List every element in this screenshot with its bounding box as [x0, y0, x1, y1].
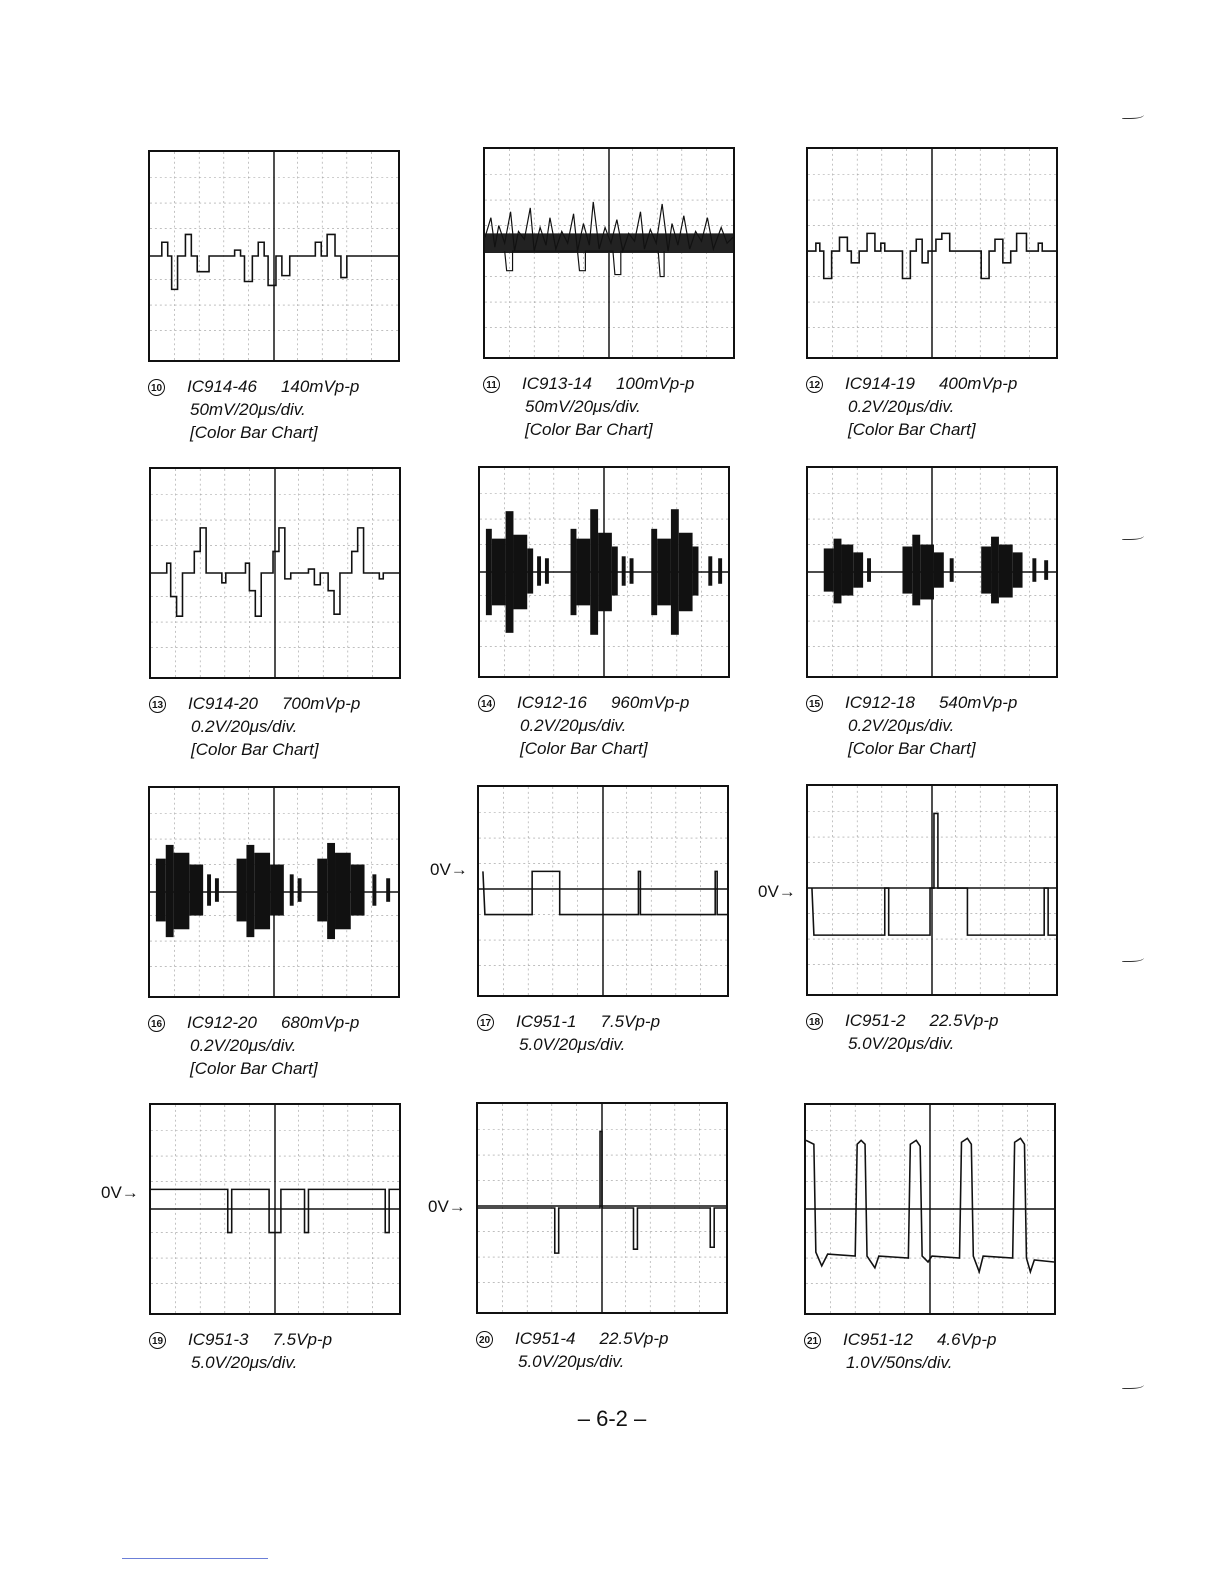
- amplitude-label: 4.6Vp-p: [936, 1330, 997, 1349]
- step-number-badge: 14: [478, 695, 495, 712]
- zero-volt-marker: 0V→: [758, 882, 796, 901]
- binding-mark: [1122, 112, 1144, 119]
- step-number-badge: 12: [806, 376, 823, 393]
- scope-screen: [476, 1102, 728, 1314]
- grid-trace: [479, 787, 727, 995]
- step-number-badge: 20: [476, 1331, 493, 1348]
- scale-label: 0.2V/20μs/div.: [191, 717, 298, 736]
- waveform-caption: [804, 1328, 1124, 1374]
- step-number-badge: 19: [149, 1332, 166, 1349]
- amplitude-label: 960mVp-p: [610, 693, 690, 712]
- waveform-14: [478, 466, 808, 776]
- signal-label: IC912-20: [187, 1013, 257, 1032]
- scale-label: 5.0V/20μs/div.: [848, 1034, 955, 1053]
- waveform-caption: [148, 1011, 468, 1080]
- scale-label: 0.2V/20μs/div.: [848, 716, 955, 735]
- waveform-caption: [149, 692, 469, 761]
- scope-screen: [148, 150, 400, 362]
- step-number-badge: 16: [148, 1015, 165, 1032]
- waveform-caption: [148, 375, 468, 444]
- note-label: [Color Bar Chart]: [190, 1059, 318, 1078]
- step-number-badge: 15: [806, 695, 823, 712]
- waveform-12: [806, 147, 1136, 457]
- signal-label: IC913-14: [522, 374, 592, 393]
- grid-trace: [151, 1105, 399, 1313]
- waveform-caption: [476, 1327, 796, 1373]
- waveform-caption: [806, 372, 1126, 441]
- signal-label: IC951-2: [845, 1011, 906, 1030]
- signal-label: IC914-19: [845, 374, 915, 393]
- grid-trace: [150, 152, 398, 360]
- zero-volt-marker: 0V→: [430, 860, 468, 879]
- note-label: [Color Bar Chart]: [190, 423, 318, 442]
- grid-trace: [478, 1104, 726, 1312]
- scope-screen: [478, 466, 730, 678]
- waveform-caption: [477, 1010, 797, 1056]
- scale-label: 0.2V/20μs/div.: [848, 397, 955, 416]
- amplitude-label: 680mVp-p: [280, 1013, 360, 1032]
- scope-screen: [806, 784, 1058, 996]
- step-number-badge: 13: [149, 696, 166, 713]
- amplitude-label: 700mVp-p: [281, 694, 361, 713]
- grid-trace: [151, 469, 399, 677]
- waveform-caption: [806, 1009, 1126, 1055]
- waveform-caption: [806, 691, 1126, 760]
- waveform-20: [476, 1102, 806, 1412]
- waveform-21: [804, 1103, 1134, 1413]
- scale-label: 5.0V/20μs/div.: [518, 1352, 625, 1371]
- signal-label: IC951-3: [188, 1330, 249, 1349]
- amplitude-label: 100mVp-p: [615, 374, 695, 393]
- step-number-badge: 17: [477, 1014, 494, 1031]
- grid-trace: [808, 149, 1056, 357]
- scope-screen: [149, 467, 401, 679]
- waveform-17: [477, 785, 807, 1095]
- step-number-badge: 10: [148, 379, 165, 396]
- scale-label: 0.2V/20μs/div.: [520, 716, 627, 735]
- waveform-caption: [483, 372, 803, 441]
- zero-volt-marker: 0V→: [428, 1197, 466, 1216]
- binding-mark: [1122, 955, 1144, 962]
- grid-trace: [150, 788, 398, 996]
- scope-screen: [148, 786, 400, 998]
- scope-screen: [804, 1103, 1056, 1315]
- page-number: – 6-2 –: [577, 1406, 647, 1431]
- amplitude-label: 22.5Vp-p: [599, 1329, 669, 1348]
- waveform-13: [149, 467, 479, 777]
- footer-rule: [122, 1558, 268, 1559]
- waveform-16: [148, 786, 478, 1096]
- signal-label: IC914-20: [188, 694, 258, 713]
- step-number-badge: 11: [483, 376, 500, 393]
- step-number-badge: 21: [804, 1332, 821, 1349]
- scope-screen: [806, 466, 1058, 678]
- waveform-19: [149, 1103, 479, 1413]
- waveform-10: [148, 150, 478, 460]
- waveform-11: [483, 147, 813, 457]
- scale-label: 0.2V/20μs/div.: [190, 1036, 297, 1055]
- step-number-badge: 18: [806, 1013, 823, 1030]
- waveform-18: [806, 784, 1136, 1094]
- signal-label: IC912-18: [845, 693, 915, 712]
- signal-label: IC951-12: [843, 1330, 913, 1349]
- note-label: [Color Bar Chart]: [520, 739, 648, 758]
- scale-label: 1.0V/50ns/div.: [846, 1353, 953, 1372]
- amplitude-label: 540mVp-p: [938, 693, 1018, 712]
- note-label: [Color Bar Chart]: [525, 420, 653, 439]
- grid-trace: [808, 468, 1056, 676]
- zero-volt-marker: 0V→: [101, 1183, 139, 1202]
- waveform-15: [806, 466, 1136, 776]
- note-label: [Color Bar Chart]: [191, 740, 319, 759]
- amplitude-label: 7.5Vp-p: [272, 1330, 333, 1349]
- grid-trace: [808, 786, 1056, 994]
- scale-label: 5.0V/20μs/div.: [191, 1353, 298, 1372]
- grid-trace: [480, 468, 728, 676]
- grid-trace: [485, 149, 733, 357]
- waveform-caption: [149, 1328, 469, 1374]
- amplitude-label: 400mVp-p: [938, 374, 1018, 393]
- signal-label: IC914-46: [187, 377, 257, 396]
- signal-label: IC912-16: [517, 693, 587, 712]
- binding-mark: [1122, 1382, 1144, 1389]
- signal-label: IC951-1: [516, 1012, 577, 1031]
- amplitude-label: 7.5Vp-p: [600, 1012, 661, 1031]
- scale-label: 50mV/20μs/div.: [525, 397, 641, 416]
- scale-label: 5.0V/20μs/div.: [519, 1035, 626, 1054]
- grid-trace: [806, 1105, 1054, 1313]
- scope-screen: [483, 147, 735, 359]
- amplitude-label: 140mVp-p: [280, 377, 360, 396]
- waveform-caption: [478, 691, 798, 760]
- binding-mark: [1122, 533, 1144, 540]
- scope-screen: [477, 785, 729, 997]
- note-label: [Color Bar Chart]: [848, 739, 976, 758]
- scope-screen: [806, 147, 1058, 359]
- scale-label: 50mV/20μs/div.: [190, 400, 306, 419]
- note-label: [Color Bar Chart]: [848, 420, 976, 439]
- amplitude-label: 22.5Vp-p: [929, 1011, 999, 1030]
- signal-label: IC951-4: [515, 1329, 576, 1348]
- scope-screen: [149, 1103, 401, 1315]
